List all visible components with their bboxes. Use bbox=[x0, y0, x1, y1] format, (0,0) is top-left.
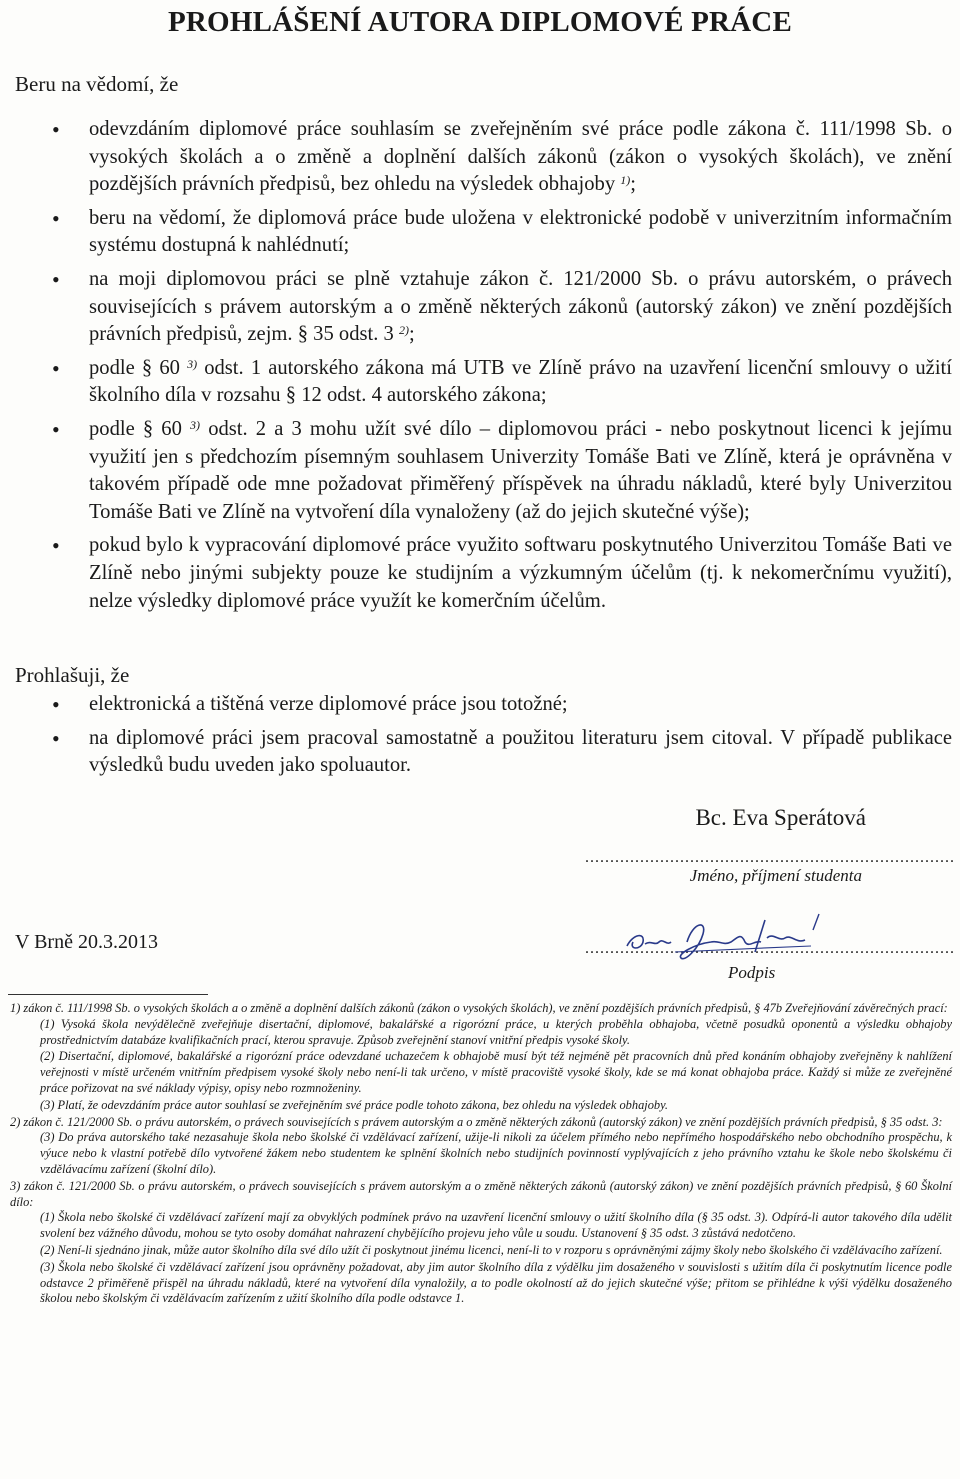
item-text: odst. 1 autorského zákona má UTB ve Zlíně právo na uzavření licenční smlouvy o užití školního díla v rozsahu § 12 odst. 4 autorského zákona; bbox=[89, 356, 952, 407]
declare-intro: Prohlašuji, že bbox=[15, 663, 130, 687]
signature-caption: Podpis bbox=[728, 963, 776, 982]
list-item bbox=[0, 355, 960, 410]
footnote-paragraph: (3) Do práva autorského také nezasahuje škola nebo školské či vzdělávací zařízení, užije-li nikoli za účelem přímého nebo nepřímého hospodářského nebo obchodního prospěchu, k výuce nebo k vlastní potřebě dílo vytvořené žákem nebo studentem ke splnění školních nebo studijních povinností vyplývajících z jeho právního vztahu ke škole nebo školskému či vzdělávacímu zařízení (školní dílo). bbox=[40, 1130, 952, 1176]
footnotes bbox=[10, 1001, 952, 1308]
footnote-divider bbox=[8, 994, 208, 995]
footnote: 1) zákon č. 111/1998 Sb. o vysokých školách a o změně a doplnění dalších zákonů (zákon o vysokých školách), ve znění pozdějších právních předpisů, § 47b Zveřejňování závěrečných prací: bbox=[10, 1001, 948, 1015]
list-item: • na diplomové práci jsem pracoval samostatně a použitou literaturu jsem citoval. V případě publikace výsledků budu uveden jako spoluautor. bbox=[0, 725, 960, 780]
footnote: 3) zákon č. 121/2000 Sb. o právu autorském, o právech souvisejících s právem autorským a o změně některých zákonů (autorský zákon) ve znění pozdějších právních předpisů, § 60 Školní dílo: bbox=[10, 1178, 952, 1209]
footnote: 2) zákon č. 121/2000 Sb. o právu autorském, o právech souvisejících s právem autorským a o změně některých zákonů (autorský zákon) ve znění pozdějších právních předpisů, § 35 odst. 3: bbox=[10, 1114, 943, 1129]
place-date: V Brně 20.3.2013 bbox=[15, 931, 158, 953]
footnote-paragraph: (2) Disertační, diplomové, bakalářské a rigorózní práce odevzdané uchazečem k obhajobě musí být též nejméně pět pracovních dnů před konáním obhajoby zveřejněny k nahlížení veřejnosti v místě určeném vnitřním předpisem vysoké školy nebo není-li tak určeno, v místě pracoviště vysoké školy, kde se má konat obhajoba práce. Každý si může ze zveřejněné práce pořizovat na své náklady výpisy, opisy nebo rozmnoženiny. bbox=[40, 1049, 952, 1095]
list-item: • beru na vědomí, že diplomová práce bude uložena v elektronické podobě v univerzitním informačním systému dostupná k nahlédnutí; bbox=[0, 205, 960, 260]
acknowledge-list bbox=[0, 116, 960, 621]
list-item: • odevzdáním diplomové práce souhlasím se zveřejněním své práce podle zákona č. 111/1998 Sb. o vysokých školách a o změně a doplnění dalších zákonů (zákon o vysokých školách), ve znění pozdějších právních předpisů, bez ohledu na výsledek obhajoby $^{1)}$; bbox=[0, 116, 960, 199]
signature-dotted-line: .......................................................................... bbox=[585, 940, 955, 957]
list-item: • pokud bylo k vypracování diplomové práce využito softwaru poskytnutého Univerzitou Tomáše Bati ve Zlíně nebo jinými subjekty pouze ke studijním a výzkumným účelům (tj. k nekomerčnímu využití), nelze výsledky diplomové práce využít ke komerčním účelům. bbox=[0, 532, 960, 615]
footnote-ref: 2) bbox=[399, 323, 410, 338]
list-item: • elektronická a tištěná verze diplomové práce jsou totožné; bbox=[0, 691, 960, 719]
handwritten-signature bbox=[615, 902, 835, 972]
item-text: podle § 60 bbox=[89, 417, 182, 440]
author-name: Bc. Eva Sperátová bbox=[695, 805, 866, 830]
item-text: podle § 60 bbox=[89, 356, 180, 379]
list-item bbox=[0, 416, 960, 526]
footnote-paragraph: (3) Platí, že odevzdáním práce autor souhlasí se zveřejněním své práce podle tohoto zákona, bez ohledu na výsledek obhajoby. bbox=[40, 1097, 669, 1112]
list-item: • na moji diplomovou práci se plně vztahuje zákon č. 121/2000 Sb. o právu autorském, o právech souvisejících s právem autorským a o změně některých zákonů (autorský zákon) ve znění pozdějších právních předpisů, zejm. § 35 odst. 3 $^{2)}$; bbox=[0, 266, 960, 349]
item-text: na moji diplomovou práci se plně vztahuje zákon č. 121/2000 Sb. o právu autorském, o právech souvisejících s právem autorským a o změně některých zákonů (autorský zákon) ve znění pozdějších právních předpisů, zejm. § 35 odst. 3 bbox=[89, 267, 952, 346]
document-title: PROHLÁŠENÍ AUTORA DIPLOMOVÉ PRÁCE bbox=[168, 6, 792, 38]
author-caption: Jméno, příjmení studenta bbox=[689, 866, 862, 885]
footnote-paragraph: (1) Škola nebo školské či vzdělávací zařízení mají za obvyklých podmínek právo na uzavření licenční smlouvy o užití školního díla (§ 35 odst. 3). Odpírá-li autor takového díla udělit svolení bez vážného důvodu, mohou se tyto osoby domáhat nahrazení chybějícího projevu jeho vůle u soudu. Ustanovení § 35 odst. 3 zůstává nedotčeno. bbox=[40, 1210, 952, 1241]
name-dotted-line: .......................................................................... bbox=[585, 849, 955, 866]
item-text: odevzdáním diplomové práce souhlasím se zveřejněním své práce podle zákona č. 111/1998 Sb. o vysokých školách a o změně a doplnění dalších zákonů (zákon o vysokých školách), ve znění pozdějších právních předpisů, bez ohledu na výsledek obhajoby bbox=[89, 118, 952, 196]
acknowledge-intro: Beru na vědomí, že bbox=[15, 72, 179, 96]
footnote-ref: 1) bbox=[620, 173, 631, 188]
footnote-paragraph: (2) Není-li sjednáno jinak, může autor školního díla své dílo užít či poskytnout jinému licenci, není-li to v rozporu s oprávněnými zájmy školy nebo školského či vzdělávacího zařízení. bbox=[40, 1242, 943, 1257]
footnote-ref: 3) bbox=[190, 417, 201, 432]
item-text: odst. 2 a 3 mohu užít své dílo – diplomovou práci - nebo poskytnout licenci k jejímu využití jen s předchozím písemným souhlasem Univerzity Tomáše Bati ve Zlíně, která je oprávněna v takovém případě ode mne požadovat přiměřený příspěvek na úhradu nákladů, které byly Univerzitou Tomáše Bati ve Zlíně na vytvoření díla vynaloženy (až do jejich skutečné výše); bbox=[89, 417, 952, 523]
footnote-paragraph: (1) Vysoká škola nevýdělečně zveřejňuje disertační, diplomové, bakalářské a rigorózní práce, u kterých proběhla obhajoba, včetně posudků oponentů a výsledku obhajoby prostřednictvím databáze kvalifikačních prací, kterou spravuje. Způsob zveřejnění stanoví vnitřní předpis vysoké školy. bbox=[40, 1016, 952, 1047]
footnote-ref: 3) bbox=[187, 356, 198, 371]
footnote-paragraph: (3) Škola nebo školské či vzdělávací zařízení jsou oprávněny požadovat, aby jim autor školního díla z výdělku jim dosaženého v souvislosti s užitím díla či poskytnutím licence podle odstavce 2 přiměřeně přispěl na úhradu nákladů, které na vytvoření díla vynaložily, a to podle okolností až do jejich skutečné výše; přitom se přihlédne k výši výdělku dosaženého školou nebo školským či vzdělávacím zařízením z užití školního díla podle odstavce 1. bbox=[40, 1259, 952, 1306]
declare-list bbox=[0, 691, 960, 786]
